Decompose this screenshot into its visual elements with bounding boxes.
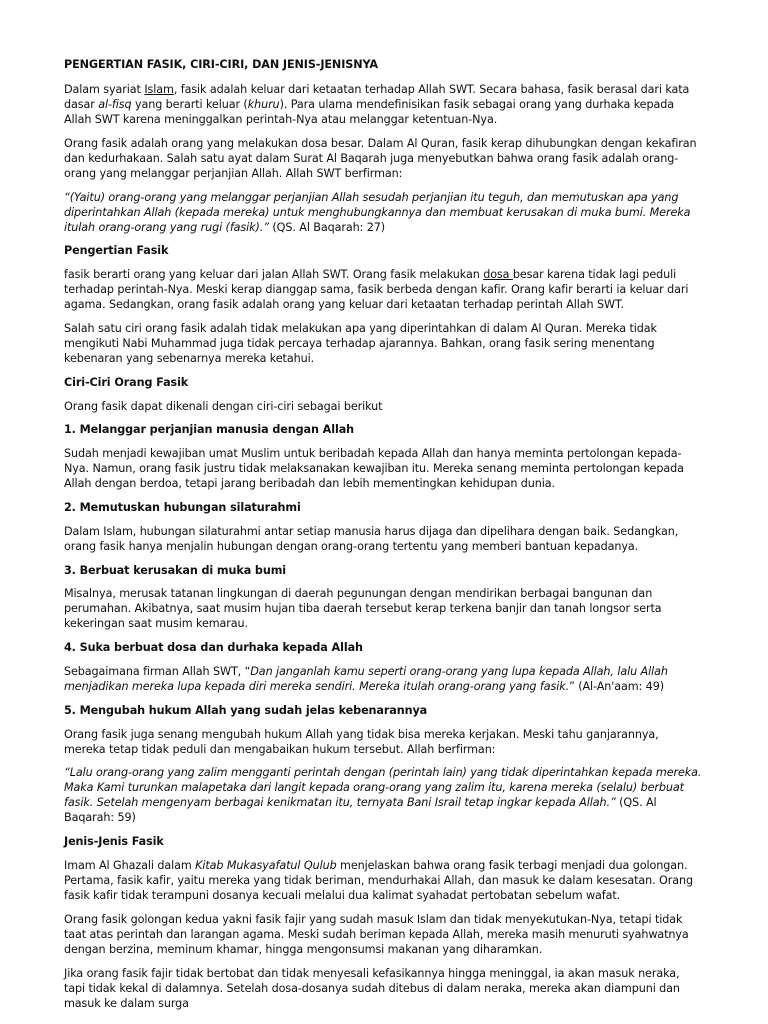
- ciri-5-quote: “Lalu orang-orang yang zalim mengganti perintah dengan (perintah lain) yang tidak diperintahkan kepada mereka. Maka Kami turunkan malapetaka dari langit kepada orang-orang yang zalim itu, karena mereka (selalu) berbuat fasik. Setelah mengenyam berbagai kenikmatan itu, ternyata Bani Israil tetap ingkar kepada Allah.”: [64, 766, 702, 810]
- ciri-1-heading: 1. Melanggar perjanjian manusia dengan Allah: [64, 423, 355, 437]
- ciri-5-ref: (QS. Al Baqarah: 59): [64, 796, 657, 825]
- ciri-5-heading: 5. Mengubah hukum Allah yang sudah jelas kebenarannya: [64, 703, 428, 717]
- ciri-intro: Orang fasik dapat dikenali dengan ciri-ciri sebagai berikut: [64, 399, 383, 413]
- pengertian-text-b: besar karena tidak lagi peduli terhadap perintah-Nya. Meski kerap dianggap sama, fasik berbeda dengan kafir. Orang kafir berarti ia keluar dari agama. Sedangkan, orang fasik adalah orang yang keluar dari ketaatan terhadap perintah Allah SWT.: [64, 268, 689, 312]
- ciri-5-quote-block: [64, 765, 702, 825]
- intro-text-d: ). Para ulama mendefinisikan fasik sebagai orang yang durhaka kepada Allah SWT karena meninggalkan perintah-Nya atau melanggar ketentuan-Nya.: [64, 98, 674, 126]
- ciri-4-quote: Dan janganlah kamu seperti orang-orang yang lupa kepada Allah, lalu Allah menjadikan mereka lupa kepada diri mereka sendiri. Mereka itulah orang-orang yang fasik.: [64, 664, 668, 693]
- ciri-1-text: Sudah menjadi kewajiban umat Muslim untuk beribadah kepada Allah dan hanya meminta pertolongan kepada-Nya. Namun, orang fasik justru tidak melaksanakan kewajiban itu. Mereka senang meminta pertolongan kepada Allah dengan berdoa, tetapi jarang beribadah dan lebih mementingkan kehidupan dunia.: [64, 447, 684, 491]
- ciri-2-heading: 2. Memutuskan hubungan silaturahmi: [64, 500, 301, 514]
- intro-quote-ref: (QS. Al Baqarah: 27): [268, 220, 386, 234]
- intro-text-a: Dalam syariat: [64, 83, 145, 96]
- pengertian-paragraph-2: Salah satu ciri orang fasik adalah tidak melakukan apa yang diperintahkan di dalam Al Quran. Mereka tidak mengikuti Nabi Muhammad juga tidak percaya terhadap ajarannya. Bahkan, orang fasik sering menentang kebenaran yang sebenarnya mereka ketahui.: [64, 321, 657, 365]
- intro-quote-text: “(Yaitu) orang-orang yang melanggar perjanjian Allah sesudah perjanjian itu teguh, dan memutuskan apa yang diperintahkan Allah (kepada mereka) untuk menghubungkannya dan membuat kerusakan di muka bumi. Mereka itulah orang-orang yang rugi (fasik).”: [64, 190, 691, 234]
- jenis-paragraph-2: Orang fasik golongan kedua yakni fasik fajir yang sudah masuk Islam dan tidak menyekutukan-Nya, tetapi tidak taat atas perintah dan larangan agama. Meski sudah beriman kepada Allah, mereka masih menuruti syahwatnya dengan berzina, meminum khamar, hingga mengonsumsi makanan yang diharamkan.: [64, 912, 689, 956]
- intro-text-b: , fasik adalah keluar dari ketaatan terhadap Allah SWT. Secara bahasa, fasik berasal dari kata dasar: [64, 83, 690, 111]
- document-title: PENGERTIAN FASIK, CIRI-CIRI, DAN JENIS-JENISNYA: [64, 58, 378, 71]
- jenis-text-a: Imam Al Ghazali dalam: [64, 858, 196, 872]
- ciri-2-text: Dalam Islam, hubungan silaturahmi antar setiap manusia harus dijaga dan dipelihara dengan baik. Sedangkan, orang fasik hanya menjalin hubungan dengan orang-orang tertentu yang memberi bantuan kepadanya.: [64, 524, 679, 553]
- intro-paragraph-1: [64, 82, 702, 127]
- heading-pengertian: Pengertian Fasik: [64, 244, 169, 258]
- pengertian-text-a: fasik berarti orang yang keluar dari jalan Allah SWT. Orang fasik melakukan: [64, 268, 484, 282]
- jenis-text-b: menjelaskan bahwa orang fasik terbagi menjadi dua golongan. Pertama, fasik kafir, yaitu mereka yang tidak beriman, mendurhakai Allah, dan masuk ke dalam kesesatan. Orang fasik kafir tidak terampuni dosanya kecuali melalui dua kalimat syahadat pertobatan sebelum wafat.: [64, 858, 693, 902]
- jenis-paragraph-3: Jika orang fasik fajir tidak bertobat dan tidak menyesali kefasikannya hingga meninggal, ia akan masuk neraka, tapi tidak kekal di dalamnya. Setelah dosa-dosanya sudah ditebus di dalam neraka, mereka akan diampuni dan masuk ke dalam surga: [64, 966, 680, 1010]
- dosa-link[interactable]: dosa: [483, 268, 513, 282]
- heading-jenis: Jenis-Jenis Fasik: [64, 835, 164, 849]
- islam-link[interactable]: Islam: [144, 83, 174, 96]
- intro-term-khuru: khuru: [247, 98, 280, 111]
- ciri-4-lead: Sebagaimana firman Allah SWT, “: [64, 664, 251, 678]
- jenis-book-title: Kitab Mukasyafatul Qulub: [195, 858, 337, 872]
- intro-paragraph-2: Orang fasik adalah orang yang melakukan dosa besar. Dalam Al Quran, fasik kerap dihubungkan dengan kekafiran dan kedurhakaan. Salah satu ayat dalam Surat Al Baqarah juga menyebutkan bahwa orang fasik adalah orang-orang yang melanggar perjanjian Allah. Allah SWT berfirman:: [64, 136, 697, 180]
- ciri-4-text: [64, 664, 702, 694]
- jenis-paragraph-1: [64, 858, 702, 903]
- ciri-3-text: Misalnya, merusak tatanan lingkungan di daerah pegunungan dengan mendirikan berbagai bangunan dan perumahan. Akibatnya, saat musim hujan tiba daerah tersebut kerap terkena banjir dan tanah longsor serta kekeringan saat musim kemarau.: [64, 587, 662, 631]
- ciri-4-ref: ” (Al-An'aam: 49): [569, 679, 664, 693]
- intro-text-c: yang berarti keluar (: [131, 98, 248, 111]
- intro-quote: [64, 190, 702, 235]
- ciri-5-text: Orang fasik juga senang mengubah hukum Allah yang tidak bisa mereka kerjakan. Meski tahu ganjarannya, mereka tetap tidak peduli dan mengabaikan hukum tersebut. Allah berfirman:: [64, 727, 659, 756]
- intro-term-al-fisq: al-fisq: [98, 98, 132, 111]
- ciri-4-heading: 4. Suka berbuat dosa dan durhaka kepada Allah: [64, 641, 363, 655]
- heading-ciri: Ciri-Ciri Orang Fasik: [64, 375, 189, 389]
- ciri-3-heading: 3. Berbuat kerusakan di muka bumi: [64, 563, 287, 577]
- pengertian-paragraph-1: [64, 267, 702, 312]
